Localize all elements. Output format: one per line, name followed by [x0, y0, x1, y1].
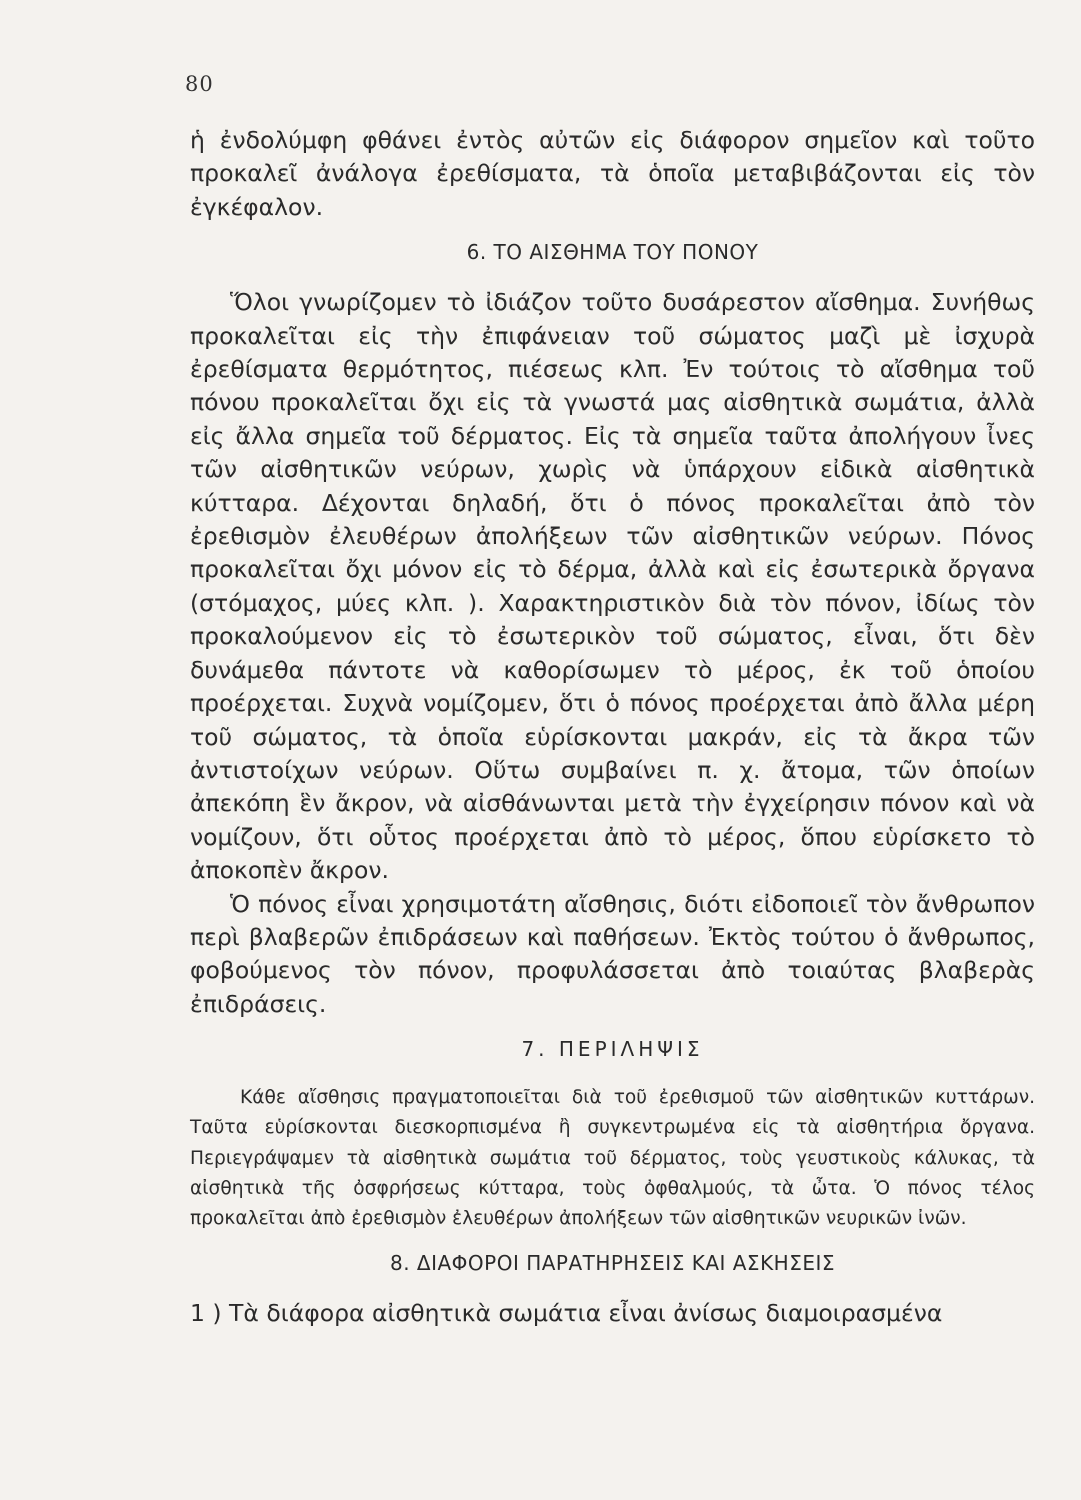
intro-paragraph: ἡ ἐνδολύμφη φθάνει ἐντὸς αὐτῶν εἰς διάφορον σημεῖον καὶ τοῦτο προκαλεῖ ἀνάλογα ἐρεθίσματα, τὰ ὁποῖα μεταβιβάζονται εἰς τὸν ἐγκέφαλον. [190, 126, 1035, 221]
page-body [190, 124, 1035, 1353]
summary-paragraph: Κάθε αἴσθησις πραγματοποιεῖται διὰ τοῦ ἐρεθισμοῦ τῶν αἰσθητικῶν κυττάρων. Ταῦτα εὑρίσκονται διεσκορπισμένα ἢ συγκεντρωμένα εἰς τὰ αἰσθητήρια ὄργανα. Περιεγράψαμεν τὰ αἰσθητικὰ σωμάτια τοῦ δέρματος, τοὺς γευστικοὺς κάλυκας, τὰ αἰσθητικὰ τῆς ὀσφρήσεως κύτταρα, τοὺς ὀφθαλμούς, τὰ ὦτα. Ὁ πόνος τέλος προκαλεῖται ἀπὸ ἐρεθισμὸν ἐλευθέρων ἀπολήξεων τῶν αἰσθητικῶν νευρικῶν ἰνῶν. [190, 1087, 1035, 1230]
section-6-heading: 6. ΤΟ ΑΙΣΘΗΜΑ ΤΟΥ ΠΟΝΟΥ [466, 240, 759, 265]
section-6-paragraph-2: Ὁ πόνος εἶναι χρησιμοτάτη αἴσθησις, διότι εἰδοποιεῖ τὸν ἄνθρωπον περὶ βλαβερῶν ἐπιδράσεων καὶ παθήσεων. Ἐκτὸς τούτου ὁ ἄνθρωπος, φοβούμενος τὸν πόνον, προφυλάσσεται ἀπὸ τοιαύτας βλαβερὰς ἐπιδράσεις. [190, 889, 1035, 1018]
section-8-heading: 8. ΔΙΑΦΟΡΟΙ ΠΑΡΑΤΗΡΗΣΕΙΣ ΚΑΙ ΑΣΚΗΣΕΙΣ [389, 1250, 836, 1275]
exercise-item-1: 1 ) Τὰ διάφορα αἰσθητικὰ σωμάτια εἶναι ἀνίσως διαμοιρασμένα [190, 1298, 943, 1327]
page-number: 80 [185, 72, 214, 96]
section-7-heading: 7. ΠΕΡΙΛΗΨΙΣ [521, 1037, 704, 1062]
section-6-paragraph-1: Ὅλοι γνωρίζομεν τὸ ἰδιάζον τοῦτο δυσάρεστον αἴσθημα. Συνήθως προκαλεῖται εἰς τὴν ἐπιφάνειαν τοῦ σώματος μαζὶ μὲ ἰσχυρὰ ἐρεθίσματα θερμότητος, πιέσεως κλπ. Ἐν τούτοις τὸ αἴσθημα τοῦ πόνου προκαλεῖται ὄχι εἰς τὰ γνωστά μας αἰσθητικὰ σωμάτια, ἀλλὰ εἰς ἄλλα σημεῖα τοῦ δέρματος. Εἰς τὰ σημεῖα ταῦτα ἀπολήγουν ἶνες τῶν αἰσθητικῶν νεύρων, χωρὶς νὰ ὑπάρχουν εἰδικὰ αἰσθητικὰ κύτταρα. Δέχονται δηλαδή, ὅτι ὁ πόνος προκαλεῖται ἀπὸ τὸν ἐρεθισμὸν ἐλευθέρων ἀπολήξεων τῶν αἰσθητικῶν νεύρων. Πόνος προκαλεῖται ὄχι μόνον εἰς τὸ δέρμα, ἀλλὰ καὶ εἰς ἐσωτερικὰ ὄργανα (στόμαχος, μύες κλπ. ). Χαρακτηριστικὸν διὰ τὸν πόνον, ἰδίως τὸν προκαλούμενον εἰς τὸ ἐσωτερικὸν τοῦ σώματος, εἶναι, ὅτι δὲν δυνάμεθα πάντοτε νὰ καθορίσωμεν τὸ μέρος, ἐκ τοῦ ὁποίου προέρχεται. Συχνὰ νομίζομεν, ὅτι ὁ πόνος προέρχεται ἀπὸ ἄλλα μέρη τοῦ σώματος, τὰ ὁποῖα εὑρίσκονται μακράν, εἰς τὰ ἄκρα τῶν ἀντιστοίχων νεύρων. Οὕτω συμβαίνει π. χ. ἄτομα, τῶν ὁποίων ἀπεκόπη ἓν ἄκρον, νὰ αἰσθάνωνται μετὰ τὴν ἐγχείρησιν πόνον καὶ νὰ νομίζουν, ὅτι οὗτος προέρχεται ἀπὸ τὸ μέρος, ὅπου εὑρίσκετο τὸ ἀποκοπὲν ἄκρον. [190, 288, 1035, 885]
